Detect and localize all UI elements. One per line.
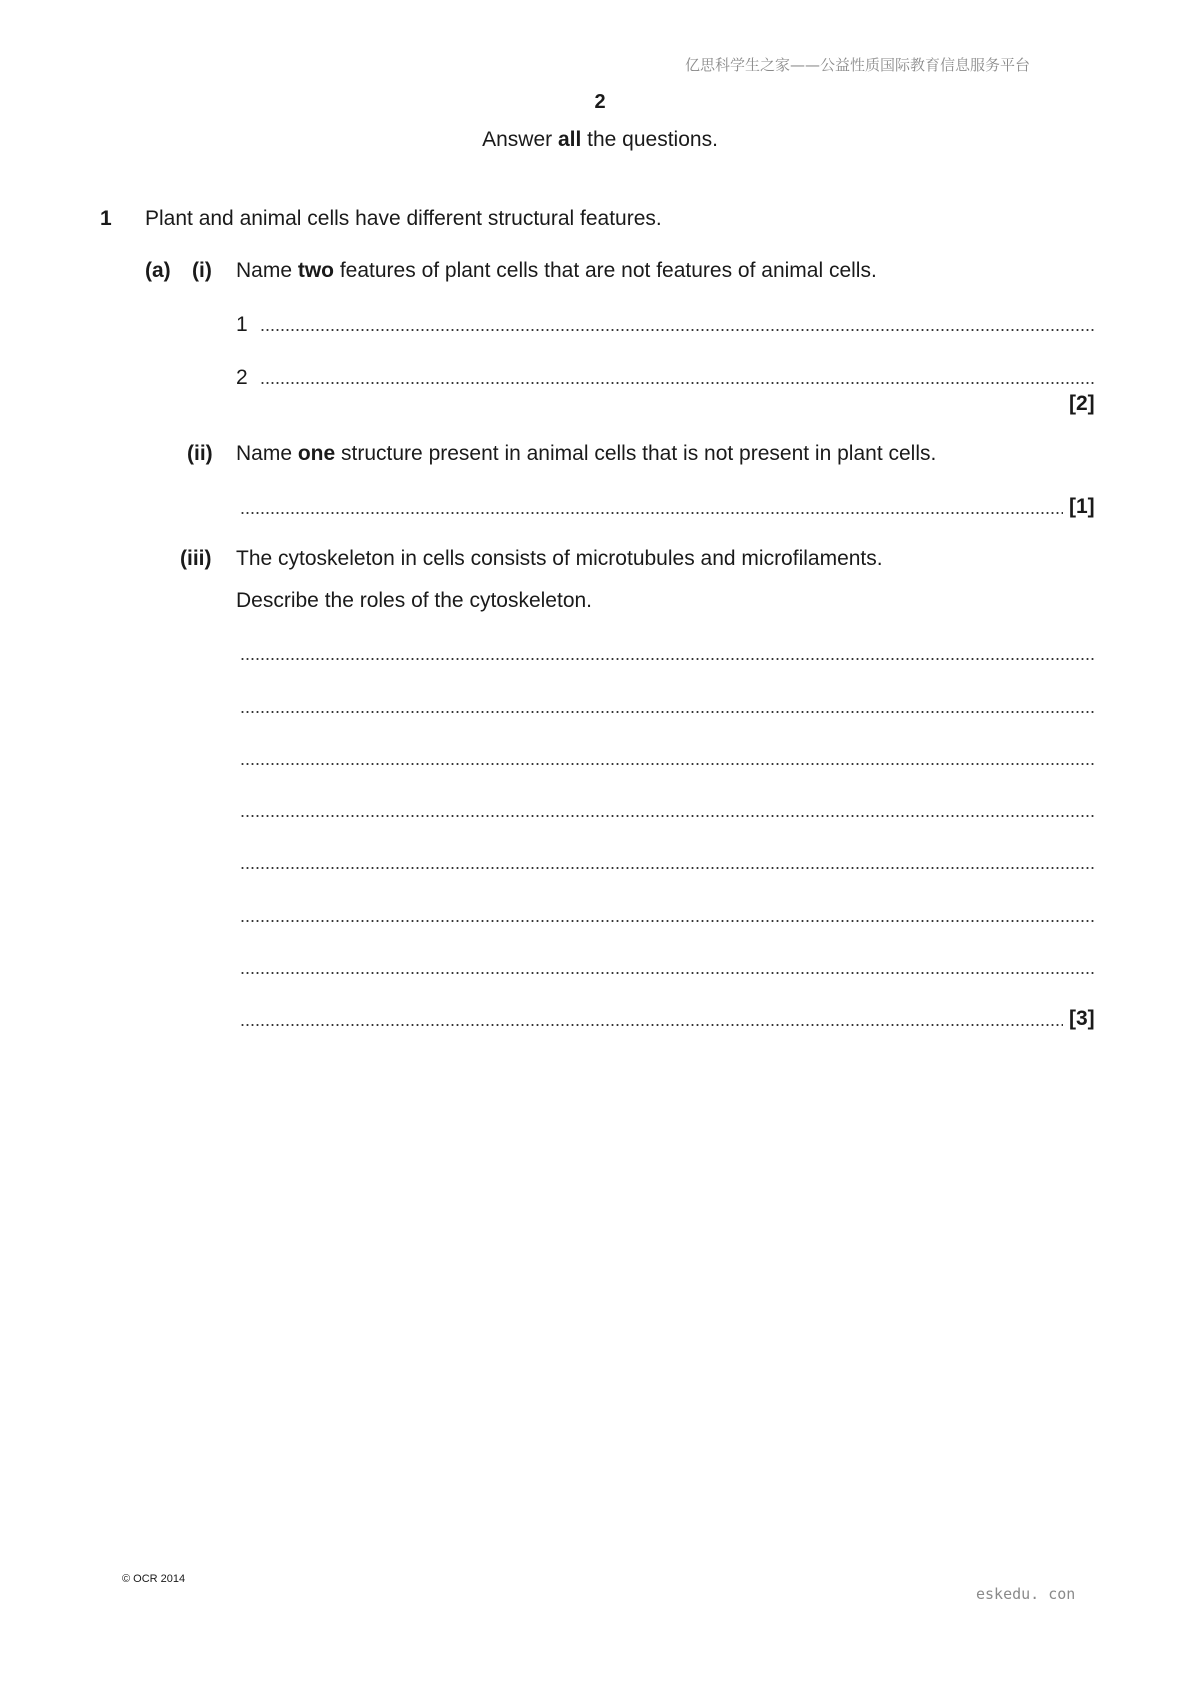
part-ii-text [236,441,936,467]
question-number: 1 [100,207,112,230]
part-ii-label: (ii) [187,442,213,465]
part-iii-label: (iii) [180,547,212,570]
part-i-text [236,258,877,284]
part-i-text-bold: two [297,259,335,282]
part-ii-text-post: structure present in animal cells that is not present in plant cells. [335,442,937,465]
answer-line-iii-6[interactable] [240,903,1095,923]
part-i-text-post: features of plant cells that are not features of animal cells. [334,259,877,282]
instruction [0,128,1191,152]
instruction-bold: all [557,128,582,151]
part-ii-text-pre: Name [236,442,298,465]
answer-line-iii-2[interactable] [240,694,1095,714]
question-stem: Plant and animal cells have different structural features. [145,207,662,230]
answer-number-1: 1 [236,313,248,336]
part-a-label: (a) [145,259,171,282]
answer-line-iii-7[interactable] [240,955,1095,975]
answer-line-iii-5[interactable] [240,850,1095,870]
answer-line-i-1[interactable] [260,312,1095,332]
answer-line-iii-1[interactable] [240,641,1095,661]
part-i-text-pre: Name [236,259,298,282]
answer-line-iii-8[interactable] [240,1007,1063,1027]
answer-line-i-2[interactable] [260,365,1095,385]
marks-iii: [3] [1069,1007,1095,1030]
copyright: © OCR 2014 [122,1573,186,1585]
footer-watermark: eskedu. con [976,1585,1076,1603]
answer-line-iii-4[interactable] [240,798,1095,818]
part-ii-text-bold: one [297,442,336,465]
answer-line-iii-3[interactable] [240,746,1095,766]
answer-line-ii[interactable] [240,495,1063,515]
part-iii-text-line1: The cytoskeleton in cells consists of microtubules and microfilaments. [236,547,883,570]
instruction-post: the questions. [581,128,718,151]
header-watermark: 亿思科学生之家——公益性质国际教育信息服务平台 [685,56,1031,74]
part-iii-text-line2: Describe the roles of the cytoskeleton. [236,589,593,612]
marks-ii: [1] [1069,495,1095,518]
instruction-pre: Answer [482,128,558,151]
part-i-label: (i) [192,259,212,282]
answer-number-2: 2 [236,366,248,389]
marks-i: [2] [1069,392,1095,415]
page-number: 2 [594,91,606,113]
